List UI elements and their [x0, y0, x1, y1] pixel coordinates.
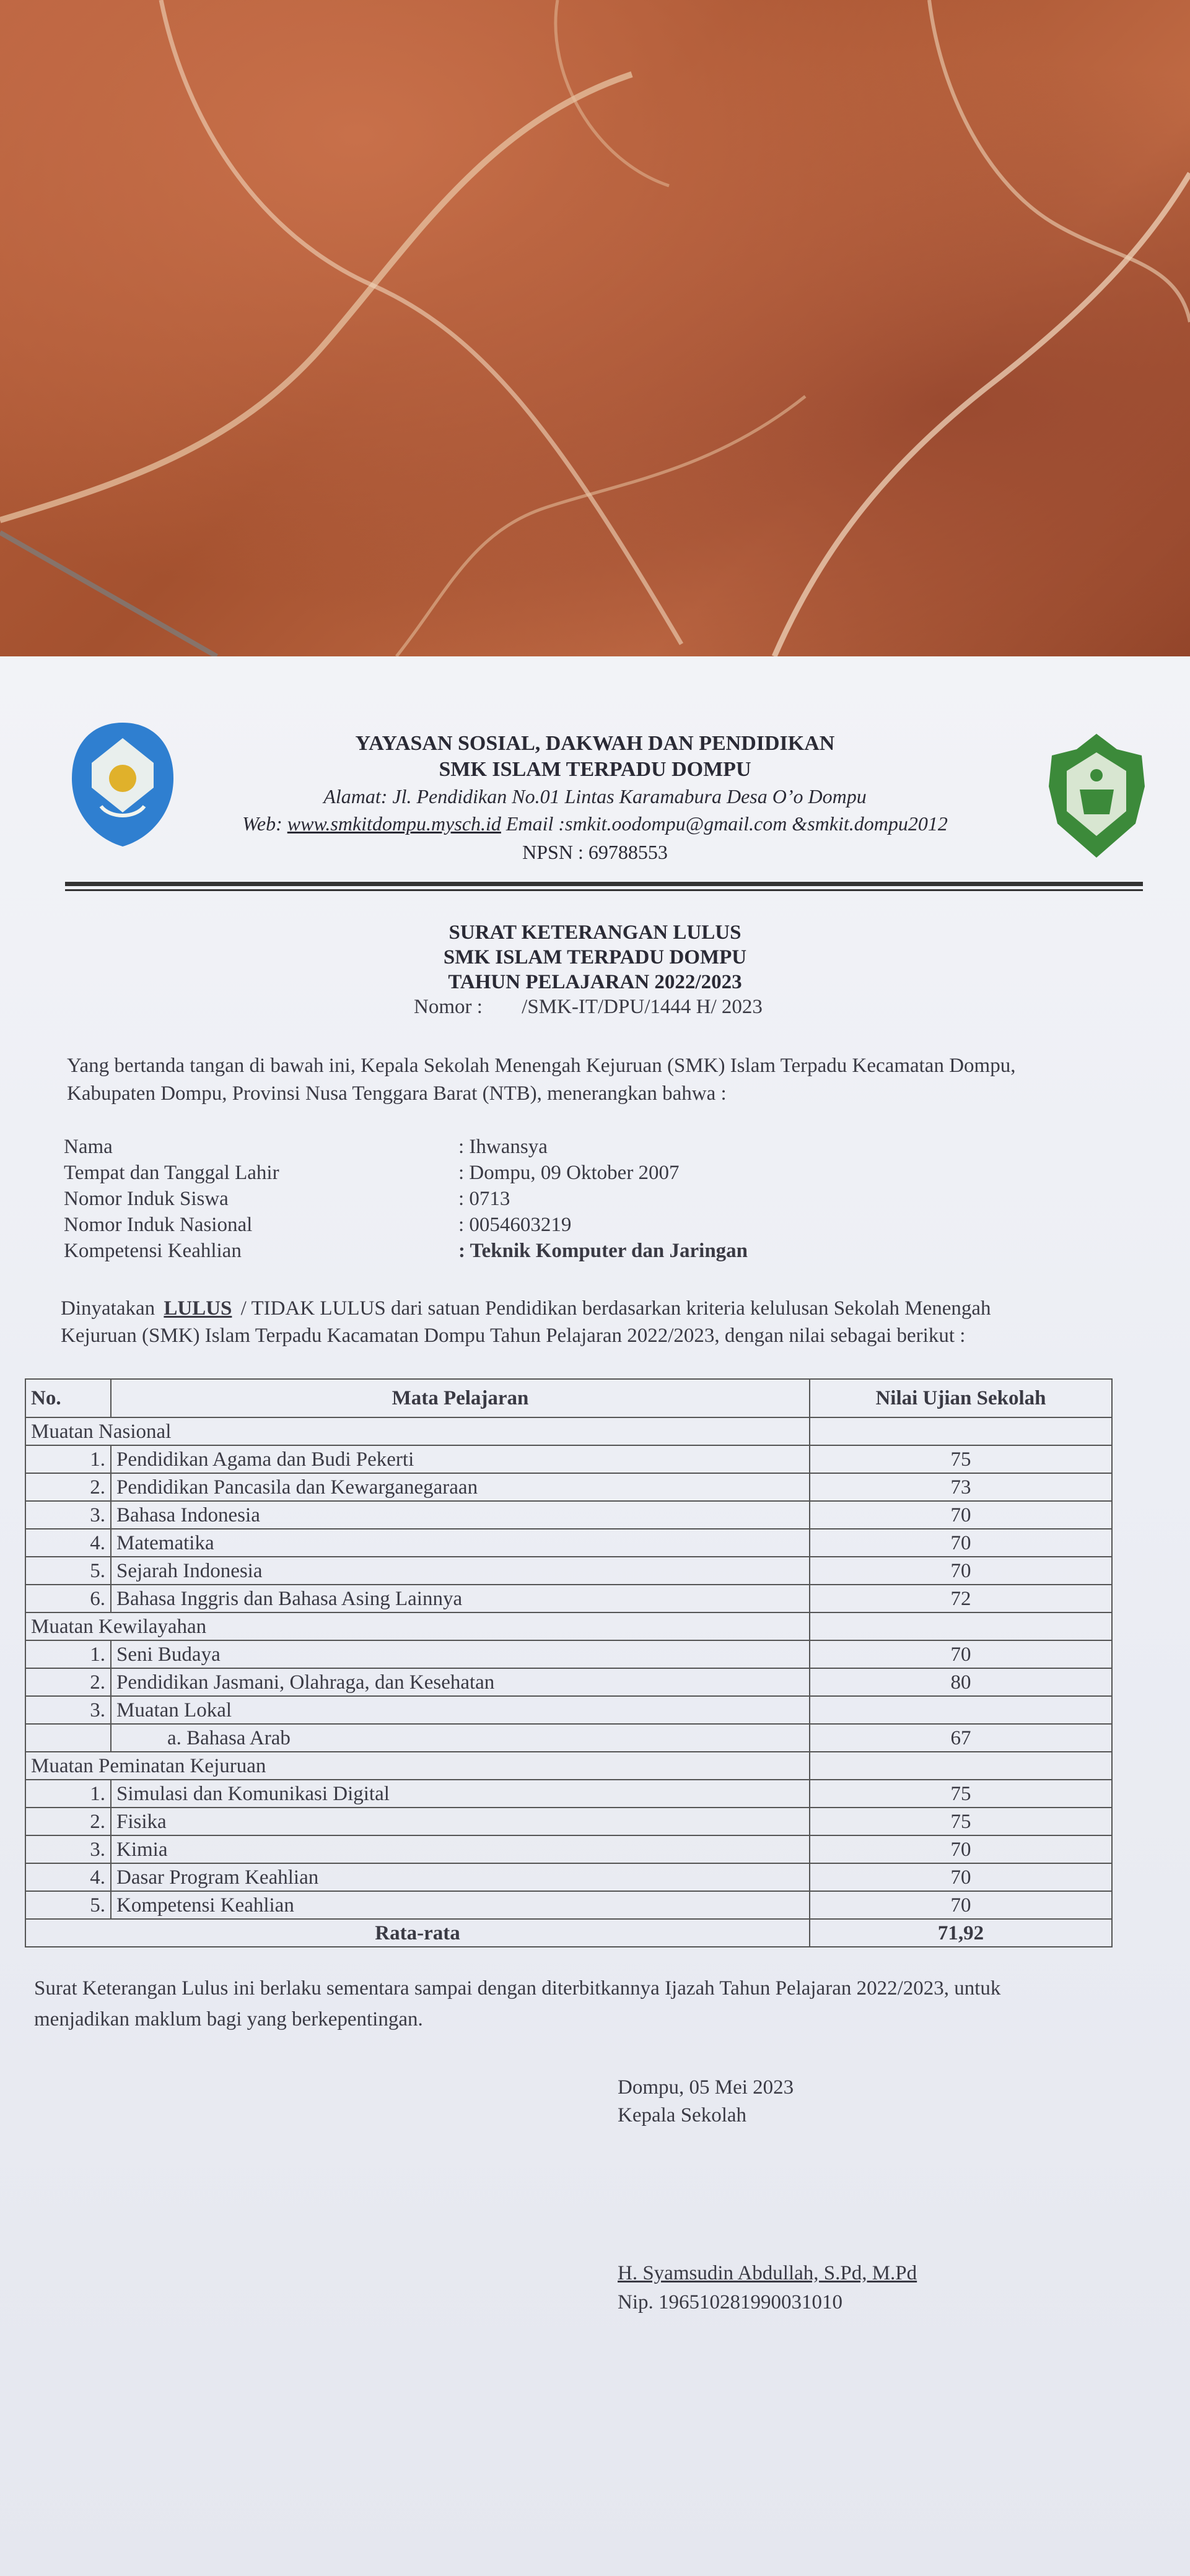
statement-line-2: Kejuruan (SMK) Islam Terpadu Kacamatan Dompu Tahun Pelajaran 2022/2023, dengan nilai sebagai berikut :	[61, 1325, 966, 1347]
identity-label: Tempat dan Tanggal Lahir	[64, 1162, 279, 1184]
row-subject: Matematika	[111, 1529, 810, 1557]
row-no: 2.	[25, 1668, 111, 1696]
school-contact	[0, 812, 1190, 835]
row-subject: a. Bahasa Arab	[111, 1724, 810, 1752]
row-no: 6.	[25, 1585, 111, 1612]
table-row	[25, 1501, 1112, 1529]
identity-label: Kompetensi Keahlian	[64, 1240, 242, 1262]
statement-prefix: Dinyatakan	[61, 1297, 160, 1320]
row-score: 80	[810, 1668, 1112, 1696]
doc-subtitle-school: SMK ISLAM TERPADU DOMPU	[443, 946, 747, 968]
grades-table	[25, 1378, 1113, 1947]
row-subject: Bahasa Inggris dan Bahasa Asing Lainnya	[111, 1585, 810, 1612]
table-row	[25, 1891, 1112, 1919]
average-value: 71,92	[810, 1919, 1112, 1947]
identity-label: Nama	[64, 1136, 113, 1158]
web-link[interactable]: www.smkitdompu.mysch.id	[287, 812, 501, 835]
marble-veins	[0, 0, 1190, 675]
row-subject: Seni Budaya	[111, 1640, 810, 1668]
closing-line-2: menjadikan maklum bagi yang berkepentingan.	[34, 2008, 423, 2030]
row-subject: Sejarah Indonesia	[111, 1557, 810, 1585]
average-label: Rata-rata	[25, 1919, 810, 1947]
row-score: 70	[810, 1640, 1112, 1668]
intro-line-2: Kabupaten Dompu, Provinsi Nusa Tenggara Barat (NTB), menerangkan bahwa :	[67, 1082, 727, 1105]
table-row	[25, 1529, 1112, 1557]
row-no: 1.	[25, 1445, 111, 1473]
foundation-name: YAYASAN SOSIAL, DAKWAH DAN PENDIDIKAN	[355, 732, 835, 755]
row-no: 5.	[25, 1891, 111, 1919]
lulus-status: LULUS	[164, 1297, 232, 1320]
nomor-value: /SMK-IT/DPU/1444 H/ 2023	[522, 996, 763, 1018]
row-no: 1.	[25, 1780, 111, 1808]
row-subject: Simulasi dan Komunikasi Digital	[111, 1780, 810, 1808]
table-row	[25, 1445, 1112, 1473]
row-no: 3.	[25, 1696, 111, 1724]
row-score	[810, 1696, 1112, 1724]
group-name: Muatan Peminatan Kejuruan	[25, 1752, 810, 1780]
row-no: 5.	[25, 1557, 111, 1585]
header-subject: Mata Pelajaran	[111, 1379, 810, 1417]
statement-rest: / TIDAK LULUS dari satuan Pendidikan berdasarkan kriteria kelulusan Sekolah Menengah	[235, 1297, 991, 1320]
row-subject: Kompetensi Keahlian	[111, 1891, 810, 1919]
doc-title: SURAT KETERANGAN LULUS	[448, 921, 742, 944]
row-score: 70	[810, 1863, 1112, 1891]
nomor-label: Nomor :	[414, 996, 483, 1018]
row-subject: Bahasa Indonesia	[111, 1501, 810, 1529]
table-row	[25, 1724, 1112, 1752]
signature-nip: Nip. 196510281990031010	[618, 2291, 842, 2313]
row-score: 70	[810, 1557, 1112, 1585]
row-subject: Fisika	[111, 1808, 810, 1835]
row-score: 70	[810, 1835, 1112, 1863]
school-address: Alamat: Jl. Pendidikan No.01 Lintas Karamabura Desa O’o Dompu	[323, 785, 867, 807]
doc-number	[414, 996, 763, 1019]
group-row	[25, 1752, 1112, 1780]
row-score: 70	[810, 1501, 1112, 1529]
row-no: 3.	[25, 1501, 111, 1529]
signature-name: H. Syamsudin Abdullah, S.Pd, M.Pd	[618, 2262, 917, 2284]
signature-position: Kepala Sekolah	[618, 2104, 747, 2126]
header-no: No.	[25, 1379, 111, 1417]
identity-value: : Ihwansya	[458, 1136, 548, 1158]
table-row	[25, 1808, 1112, 1835]
identity-label: Nomor Induk Siswa	[64, 1188, 229, 1210]
web-label: Web:	[242, 812, 282, 835]
identity-value: : Teknik Komputer dan Jaringan	[458, 1240, 748, 1262]
table-row	[25, 1640, 1112, 1668]
row-score: 70	[810, 1891, 1112, 1919]
closing-line-1: Surat Keterangan Lulus ini berlaku sementara sampai dengan diterbitkannya Ijazah Tahun Pelajaran 2022/2023, untuk	[34, 1977, 1001, 1999]
signature-place-date: Dompu, 05 Mei 2023	[618, 2076, 794, 2099]
identity-value: : 0054603219	[458, 1214, 572, 1236]
row-subject: Dasar Program Keahlian	[111, 1863, 810, 1891]
row-subject: Kimia	[111, 1835, 810, 1863]
table-row	[25, 1835, 1112, 1863]
table-row	[25, 1668, 1112, 1696]
npsn: NPSN : 69788553	[522, 841, 668, 863]
table-row	[25, 1473, 1112, 1501]
header-score: Nilai Ujian Sekolah	[810, 1379, 1112, 1417]
row-score: 72	[810, 1585, 1112, 1612]
row-no: 2.	[25, 1473, 111, 1501]
row-subject: Muatan Lokal	[111, 1696, 810, 1724]
group-name: Muatan Nasional	[25, 1417, 810, 1445]
row-subject: Pendidikan Pancasila dan Kewarganegaraan	[111, 1473, 810, 1501]
row-score: 75	[810, 1780, 1112, 1808]
identity-value: : 0713	[458, 1188, 510, 1210]
intro-line-1: Yang bertanda tangan di bawah ini, Kepala Sekolah Menengah Kejuruan (SMK) Islam Terpadu Kecamatan Dompu,	[67, 1055, 1016, 1077]
letterhead-rule-thick	[65, 882, 1143, 886]
table-header-row	[25, 1379, 1112, 1417]
average-row	[25, 1919, 1112, 1947]
statement-line-1	[61, 1295, 991, 1321]
row-score: 73	[810, 1473, 1112, 1501]
row-no	[25, 1724, 111, 1752]
row-no: 2.	[25, 1808, 111, 1835]
school-name: SMK ISLAM TERPADU DOMPU	[439, 758, 751, 781]
row-score: 75	[810, 1445, 1112, 1473]
letterhead-rule-thin	[65, 889, 1143, 891]
marble-background	[0, 0, 1190, 675]
row-no: 4.	[25, 1529, 111, 1557]
identity-value: : Dompu, 09 Oktober 2007	[458, 1162, 680, 1184]
row-no: 4.	[25, 1863, 111, 1891]
doc-subtitle-year: TAHUN PELAJARAN 2022/2023	[448, 971, 742, 993]
email-text: Email :smkit.oodompu@gmail.com &smkit.dompu2012	[505, 812, 948, 835]
row-score: 75	[810, 1808, 1112, 1835]
table-row	[25, 1585, 1112, 1612]
row-subject: Pendidikan Agama dan Budi Pekerti	[111, 1445, 810, 1473]
row-subject: Pendidikan Jasmani, Olahraga, dan Kesehatan	[111, 1668, 810, 1696]
row-score: 67	[810, 1724, 1112, 1752]
table-row	[25, 1863, 1112, 1891]
table-row	[25, 1696, 1112, 1724]
table-row	[25, 1557, 1112, 1585]
table-row	[25, 1780, 1112, 1808]
group-row	[25, 1612, 1112, 1640]
row-no: 1.	[25, 1640, 111, 1668]
row-no: 3.	[25, 1835, 111, 1863]
group-row	[25, 1417, 1112, 1445]
identity-label: Nomor Induk Nasional	[64, 1214, 253, 1236]
group-name: Muatan Kewilayahan	[25, 1612, 810, 1640]
row-score: 70	[810, 1529, 1112, 1557]
